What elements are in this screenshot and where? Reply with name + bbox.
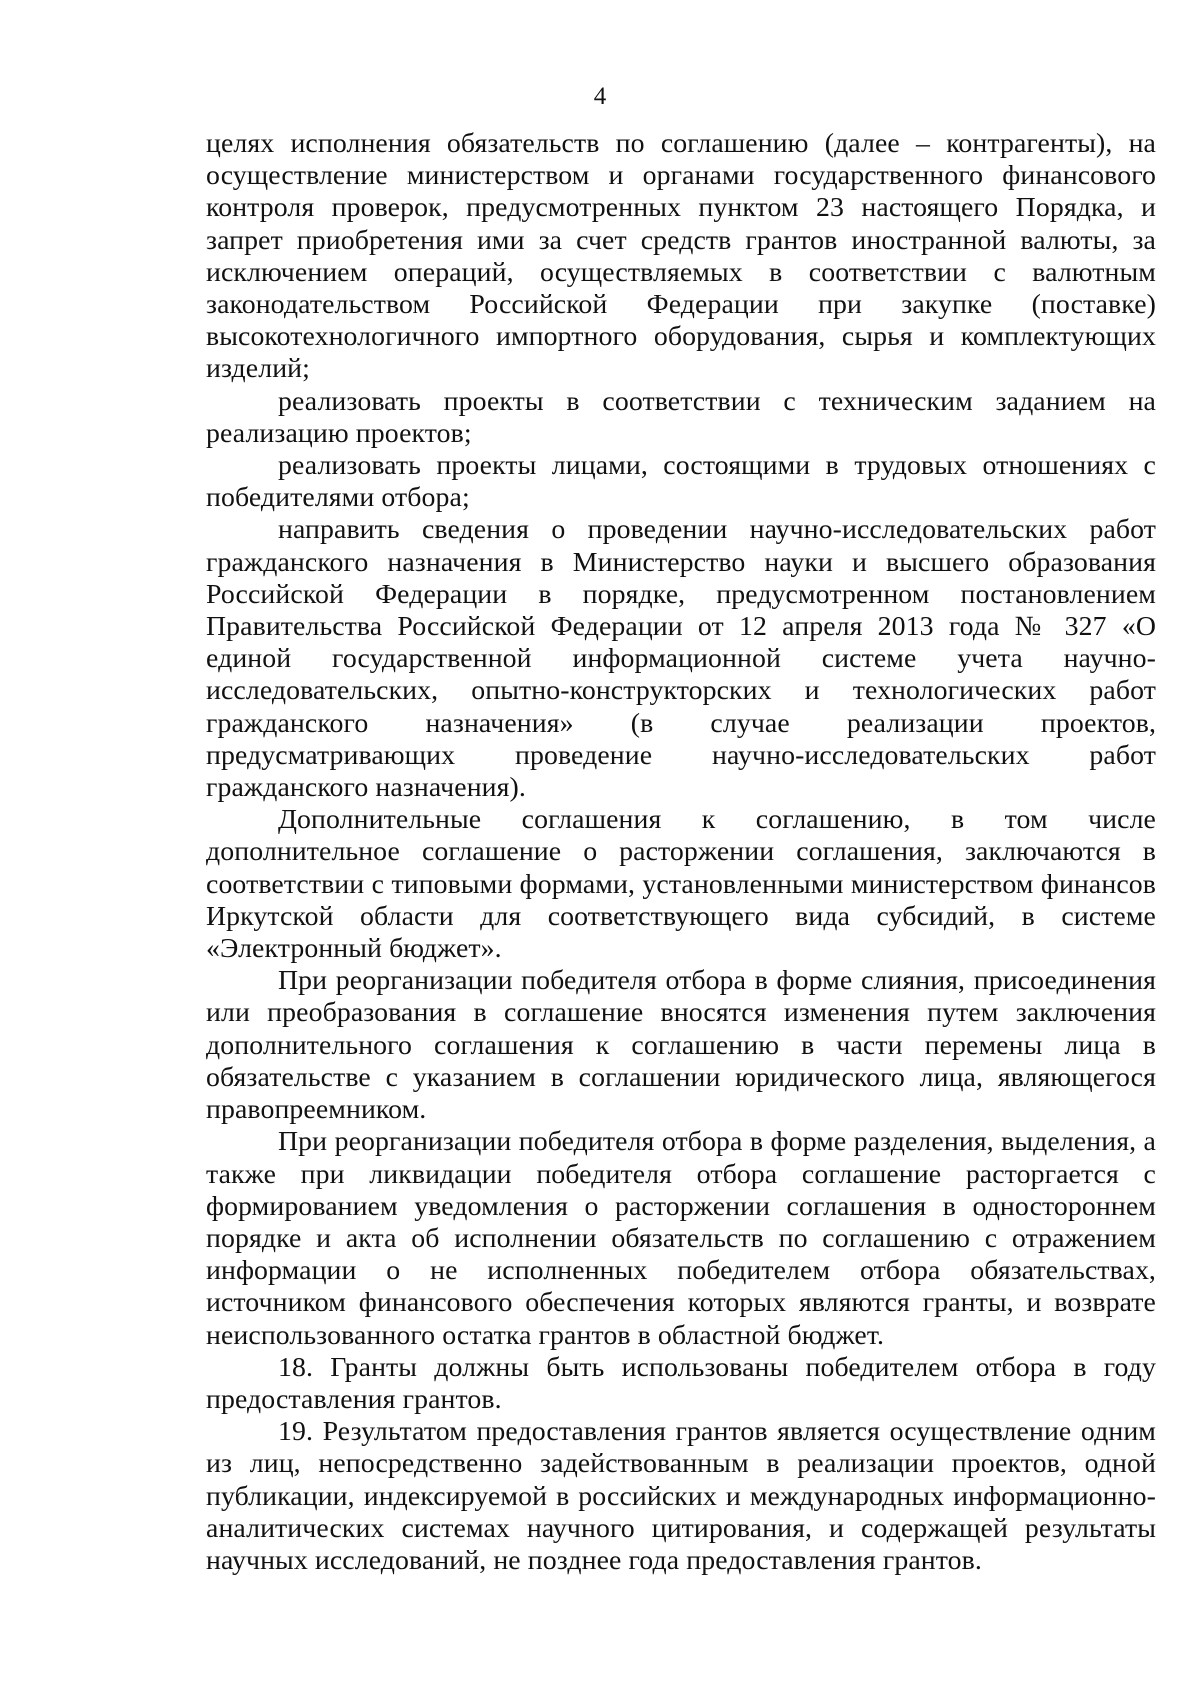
paragraph-item-19: 19. Результатом предоставления грантов является осуществление одним из лиц, непосредственно задействованным в реализации проектов, одной публикации, индексируемой в российских и международных информационно-аналитических системах научного цитирования, и содержащей результаты научных исследований, не позднее года предоставления грантов.: [206, 1416, 1156, 1576]
paragraph-send-research-info: направить сведения о проведении научно-исследовательских работ гражданского назначения в Министерство науки и высшего образования Российской Федерации в порядке, предусмотренном постановлением Правительства Российской Федерации от 12 апреля 2013 года № 327 «О единой государственной информационной системе учета научно-исследовательских, опытно-конструкторских и технологических работ гражданского назначения» (в случае реализации проектов, предусматривающих проведение научно-исследовательских работ гражданского назначения).: [206, 514, 1156, 804]
document-body: [206, 128, 1156, 1577]
page-number: 4: [593, 83, 607, 110]
paragraph-reorganization-merger: При реорганизации победителя отбора в форме слияния, присоединения или преобразования в соглашение вносятся изменения путем заключения дополнительного соглашения к соглашению в части перемены лица в обязательстве с указанием в соглашении юридического лица, являющегося правопреемником.: [206, 965, 1156, 1126]
paragraph-implement-by-employees: реализовать проекты лицами, состоящими в трудовых отношениях с победителями отбора;: [206, 450, 1156, 514]
paragraph-reorganization-division: При реорганизации победителя отбора в форме разделения, выделения, а также при ликвидации победителя отбора соглашение расторгается с формированием уведомления о расторжении соглашения в одностороннем порядке и акта об исполнении обязательств по соглашению с отражением информации о не исполненных победителем отбора обязательствах, источником финансового обеспечения которых являются гранты, и возврате неиспользованного остатка грантов в областной бюджет.: [206, 1126, 1156, 1351]
paragraph-item-18: 18. Гранты должны быть использованы победителем отбора в году предоставления грантов.: [206, 1351, 1156, 1415]
paragraph-additional-agreements: Дополнительные соглашения к соглашению, в том числе дополнительное соглашение о расторжении соглашения, заключаются в соответствии с типовыми формами, установленными министерством финансов Иркутской области для соответствующего вида субсидий, в системе «Электронный бюджет».: [206, 804, 1156, 965]
paragraph-continuation: целях исполнения обязательств по соглашению (далее – контрагенты), на осуществление министерством и органами государственного финансового контроля проверок, предусмотренных пунктом 23 настоящего Порядка, и запрет приобретения ими за счет средств грантов иностранной валюты, за исключением операций, осуществляемых в соответствии с валютным законодательством Российской Федерации при закупке (поставке) высокотехнологичного импортного оборудования, сырья и комплектующих изделий;: [206, 128, 1156, 385]
paragraph-implement-per-spec: реализовать проекты в соответствии с техническим заданием на реализацию проектов;: [206, 385, 1156, 449]
